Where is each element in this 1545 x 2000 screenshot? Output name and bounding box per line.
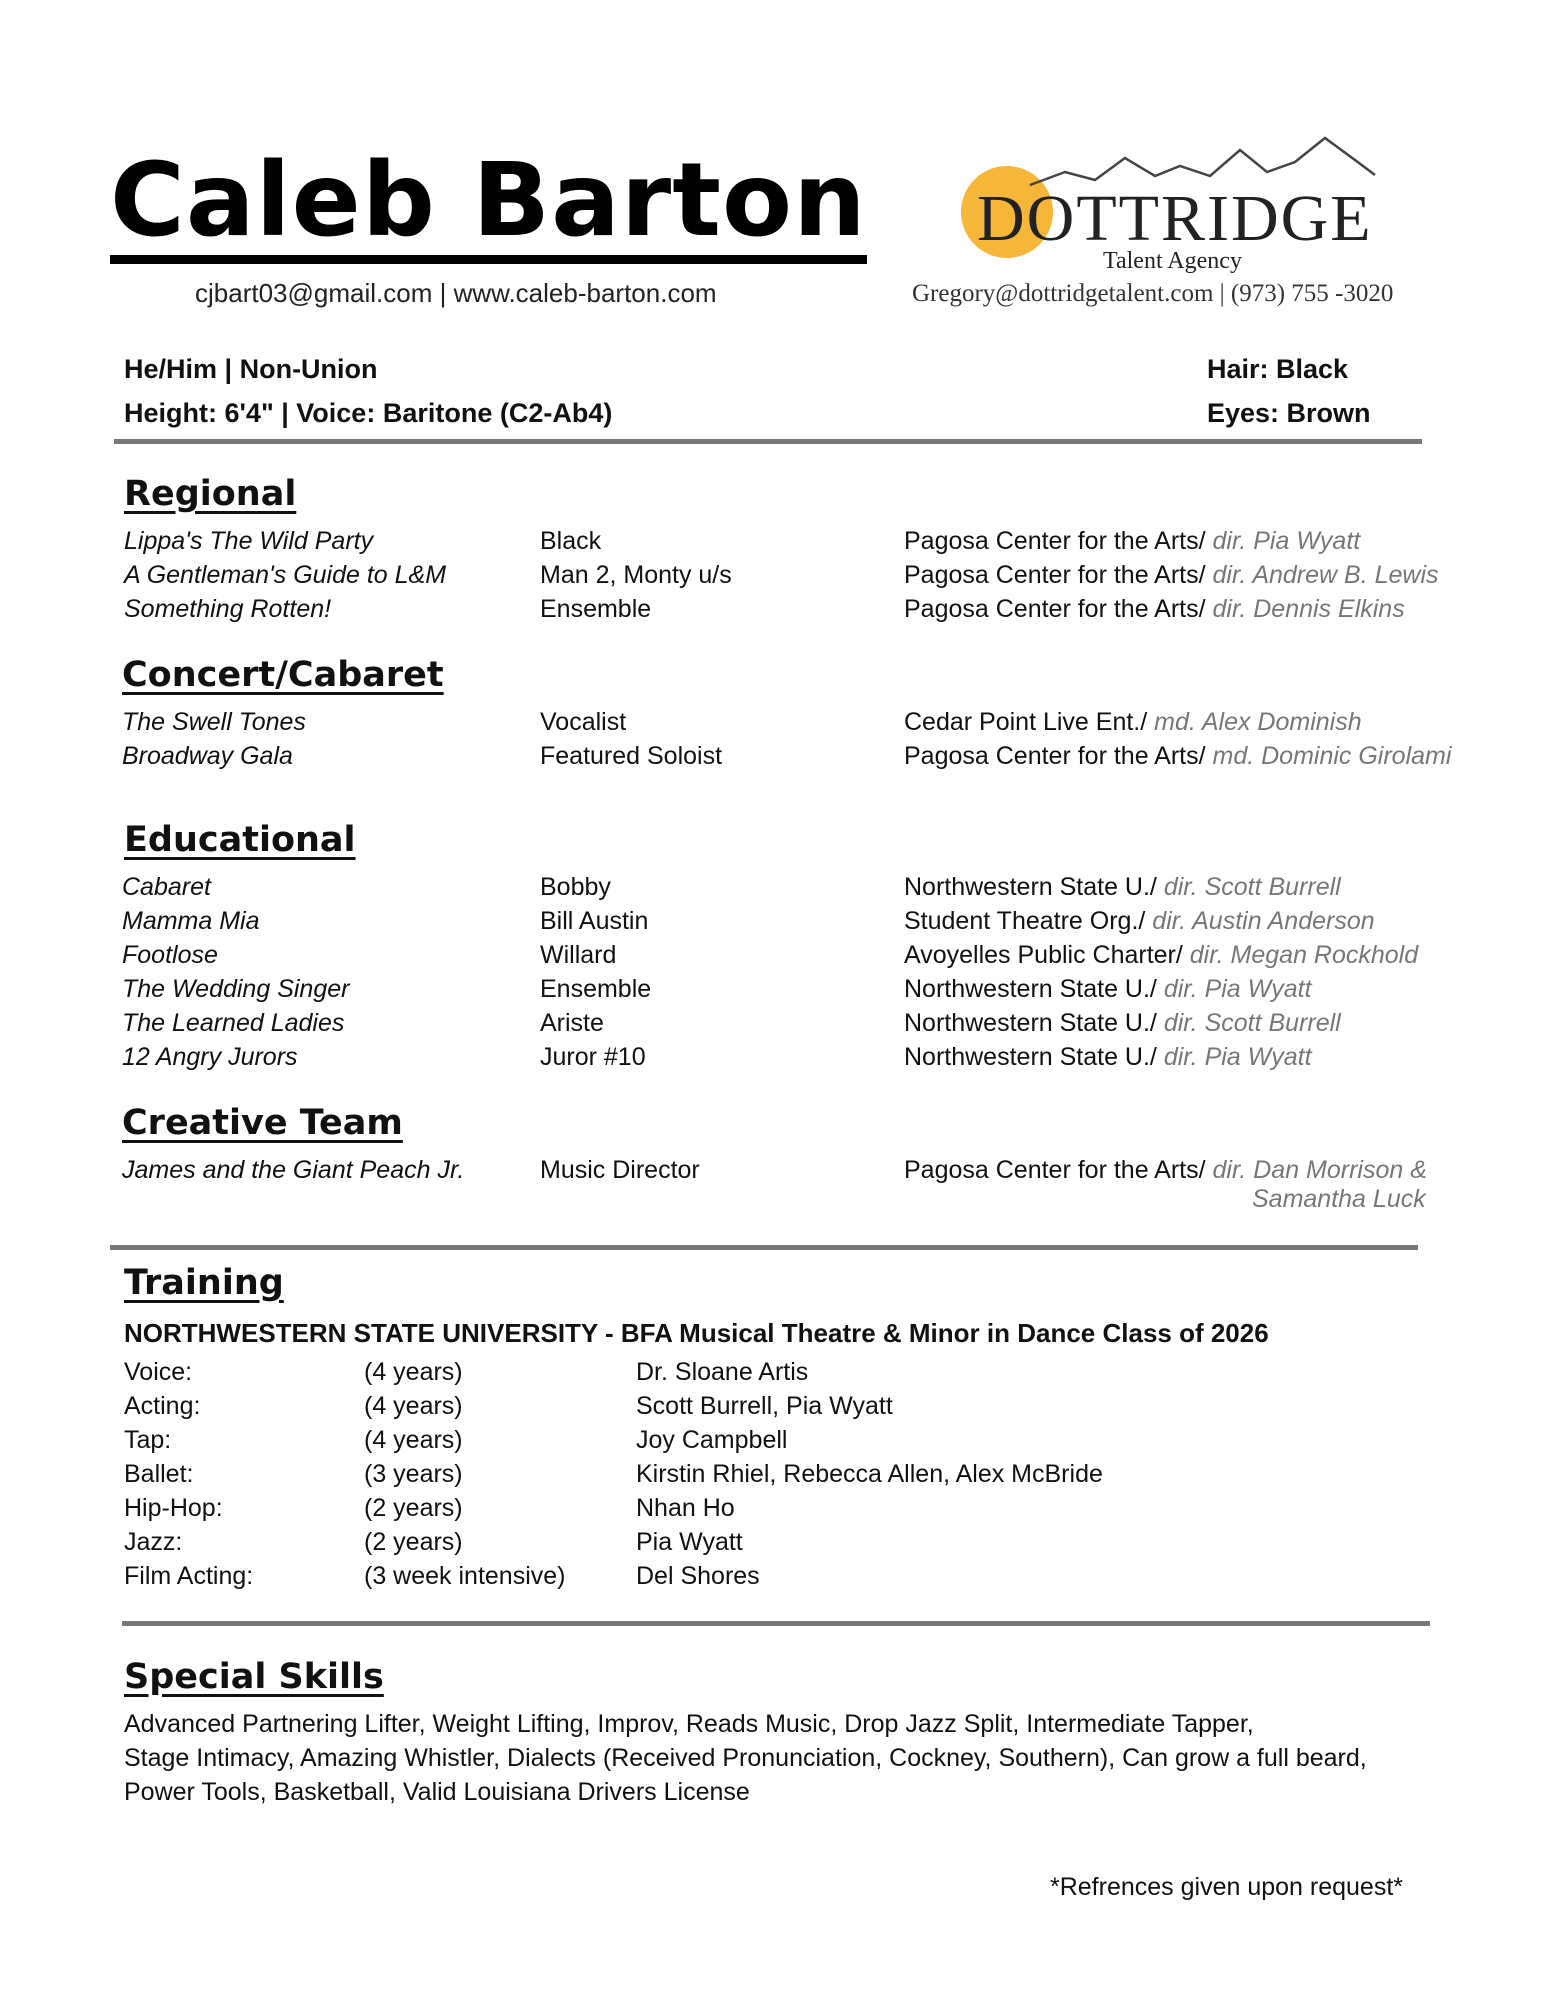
eye-color: Eyes: Brown xyxy=(1207,398,1371,428)
credit-venue: Northwestern State U./ dir. Scott Burrell xyxy=(904,873,1341,901)
training-teachers: Joy Campbell xyxy=(636,1426,788,1454)
credit-role: Black xyxy=(540,527,602,555)
credit-director: dir. Megan Rockhold xyxy=(1189,941,1419,969)
credit-show: A Gentleman's Guide to L&M xyxy=(124,561,447,589)
skills-line: Advanced Partnering Lifter, Weight Lifting, Improv, Reads Music, Drop Jazz Split, Intermediate Tapper, xyxy=(124,1710,1254,1738)
credit-director-continued: Samantha Luck xyxy=(1252,1185,1426,1213)
divider-top xyxy=(114,439,1422,444)
section-title-educational: Educational xyxy=(124,820,356,860)
credit-director: md. Alex Dominish xyxy=(1154,708,1362,736)
special-skills-text xyxy=(124,1707,1424,1809)
agency-contact: Gregory@dottridgetalent.com | (973) 755 -3020 xyxy=(912,280,1394,307)
credit-venue: Avoyelles Public Charter/ dir. Megan Rockhold xyxy=(904,941,1419,969)
credit-show: 12 Angry Jurors xyxy=(122,1043,298,1071)
credit-role: Featured Soloist xyxy=(540,742,723,770)
credit-director: dir. Pia Wyatt xyxy=(1212,527,1361,555)
credit-venue: Northwestern State U./ dir. Pia Wyatt xyxy=(904,975,1312,1003)
credit-venue: Pagosa Center for the Arts/ md. Dominic Girolami xyxy=(904,742,1452,770)
credit-show: Footlose xyxy=(122,941,218,969)
credit-venue: Pagosa Center for the Arts/ dir. Dan Morrison & xyxy=(904,1156,1427,1184)
training-subject: Voice: xyxy=(124,1358,193,1386)
credit-show: Mamma Mia xyxy=(122,907,260,935)
training-subject: Film Acting: xyxy=(124,1562,254,1590)
credit-show: Broadway Gala xyxy=(122,742,293,770)
credit-director: dir. Andrew B. Lewis xyxy=(1212,561,1439,589)
credit-show: James and the Giant Peach Jr. xyxy=(122,1156,465,1184)
training-duration: (3 week intensive) xyxy=(364,1562,566,1590)
credit-role: Bill Austin xyxy=(540,907,649,935)
training-teachers: Del Shores xyxy=(636,1562,760,1590)
credit-director: md. Dominic Girolami xyxy=(1212,742,1452,770)
credit-show: Cabaret xyxy=(122,873,211,901)
training-teachers: Pia Wyatt xyxy=(636,1528,743,1556)
credit-director: dir. Austin Anderson xyxy=(1152,907,1375,935)
credit-role: Juror #10 xyxy=(540,1043,646,1071)
mountain-icon xyxy=(1030,138,1375,185)
hair-color: Hair: Black xyxy=(1207,354,1349,384)
credit-venue: Pagosa Center for the Arts/ dir. Dennis Elkins xyxy=(904,595,1405,623)
agency-logo-subtitle: Talent Agency xyxy=(1103,248,1242,274)
training-teachers: Nhan Ho xyxy=(636,1494,735,1522)
training-duration: (2 years) xyxy=(364,1528,463,1556)
credit-venue: Pagosa Center for the Arts/ dir. Pia Wyatt xyxy=(904,527,1361,555)
credit-role: Vocalist xyxy=(540,708,627,736)
section-title-creative-team: Creative Team xyxy=(122,1103,403,1143)
credit-role: Man 2, Monty u/s xyxy=(540,561,732,589)
credit-director: dir. Dan Morrison & xyxy=(1212,1156,1427,1184)
credit-venue: Student Theatre Org./ dir. Austin Anderson xyxy=(904,907,1375,935)
training-duration: (3 years) xyxy=(364,1460,463,1488)
training-duration: (4 years) xyxy=(364,1426,463,1454)
performer-contact: cjbart03@gmail.com | www.caleb-barton.com xyxy=(195,278,717,308)
credit-role: Music Director xyxy=(540,1156,700,1184)
skills-line: Power Tools, Basketball, Valid Louisiana Drivers License xyxy=(124,1778,750,1806)
height-voice: Height: 6'4" | Voice: Baritone (C2-Ab4) xyxy=(124,398,613,428)
references-note: *Refrences given upon request* xyxy=(1050,1873,1404,1901)
credit-role: Ensemble xyxy=(540,975,652,1003)
credit-show: The Learned Ladies xyxy=(122,1009,345,1037)
credit-role: Bobby xyxy=(540,873,611,901)
credit-director: dir. Pia Wyatt xyxy=(1163,975,1312,1003)
credit-venue: Cedar Point Live Ent./ md. Alex Dominish xyxy=(904,708,1362,736)
divider-middle xyxy=(110,1245,1418,1250)
training-duration: (4 years) xyxy=(364,1392,463,1420)
section-title-training: Training xyxy=(124,1263,284,1303)
training-subject: Tap: xyxy=(124,1426,172,1454)
training-subject: Ballet: xyxy=(124,1460,194,1488)
credit-show: Something Rotten! xyxy=(124,595,332,623)
credit-venue: Pagosa Center for the Arts/ dir. Andrew B. Lewis xyxy=(904,561,1439,589)
training-subject: Jazz: xyxy=(124,1528,183,1556)
section-title-regional: Regional xyxy=(124,474,297,514)
credit-role: Willard xyxy=(540,941,617,969)
credit-director: dir. Scott Burrell xyxy=(1163,1009,1341,1037)
performer-name: Caleb Barton xyxy=(110,150,867,264)
credit-role: Ariste xyxy=(540,1009,604,1037)
section-title-special-skills: Special Skills xyxy=(124,1657,384,1697)
training-duration: (2 years) xyxy=(364,1494,463,1522)
divider-bottom xyxy=(122,1621,1430,1626)
credit-show: The Swell Tones xyxy=(122,708,306,736)
credit-role: Ensemble xyxy=(540,595,652,623)
pronouns-union: He/Him | Non-Union xyxy=(124,354,378,384)
credit-director: dir. Scott Burrell xyxy=(1163,873,1341,901)
section-title-concert-cabaret: Concert/Cabaret xyxy=(122,655,444,695)
agency-logo-name: DOTTRIDGE xyxy=(977,182,1373,255)
training-subject: Acting: xyxy=(124,1392,201,1420)
credit-venue: Northwestern State U./ dir. Pia Wyatt xyxy=(904,1043,1312,1071)
credit-director: dir. Pia Wyatt xyxy=(1163,1043,1312,1071)
training-teachers: Scott Burrell, Pia Wyatt xyxy=(636,1392,893,1420)
credit-venue: Northwestern State U./ dir. Scott Burrell xyxy=(904,1009,1341,1037)
credit-director: dir. Dennis Elkins xyxy=(1212,595,1405,623)
credit-show: Lippa's The Wild Party xyxy=(124,527,374,555)
training-school: NORTHWESTERN STATE UNIVERSITY - BFA Musical Theatre & Minor in Dance Class of 2026 xyxy=(124,1318,1269,1348)
training-teachers: Dr. Sloane Artis xyxy=(636,1358,809,1386)
skills-line: Stage Intimacy, Amazing Whistler, Dialects (Received Pronunciation, Cockney, Southern), Can grow a full beard, xyxy=(124,1744,1367,1772)
credit-show: The Wedding Singer xyxy=(122,975,350,1003)
training-subject: Hip-Hop: xyxy=(124,1494,223,1522)
training-teachers: Kirstin Rhiel, Rebecca Allen, Alex McBride xyxy=(636,1460,1103,1488)
training-duration: (4 years) xyxy=(364,1358,463,1386)
